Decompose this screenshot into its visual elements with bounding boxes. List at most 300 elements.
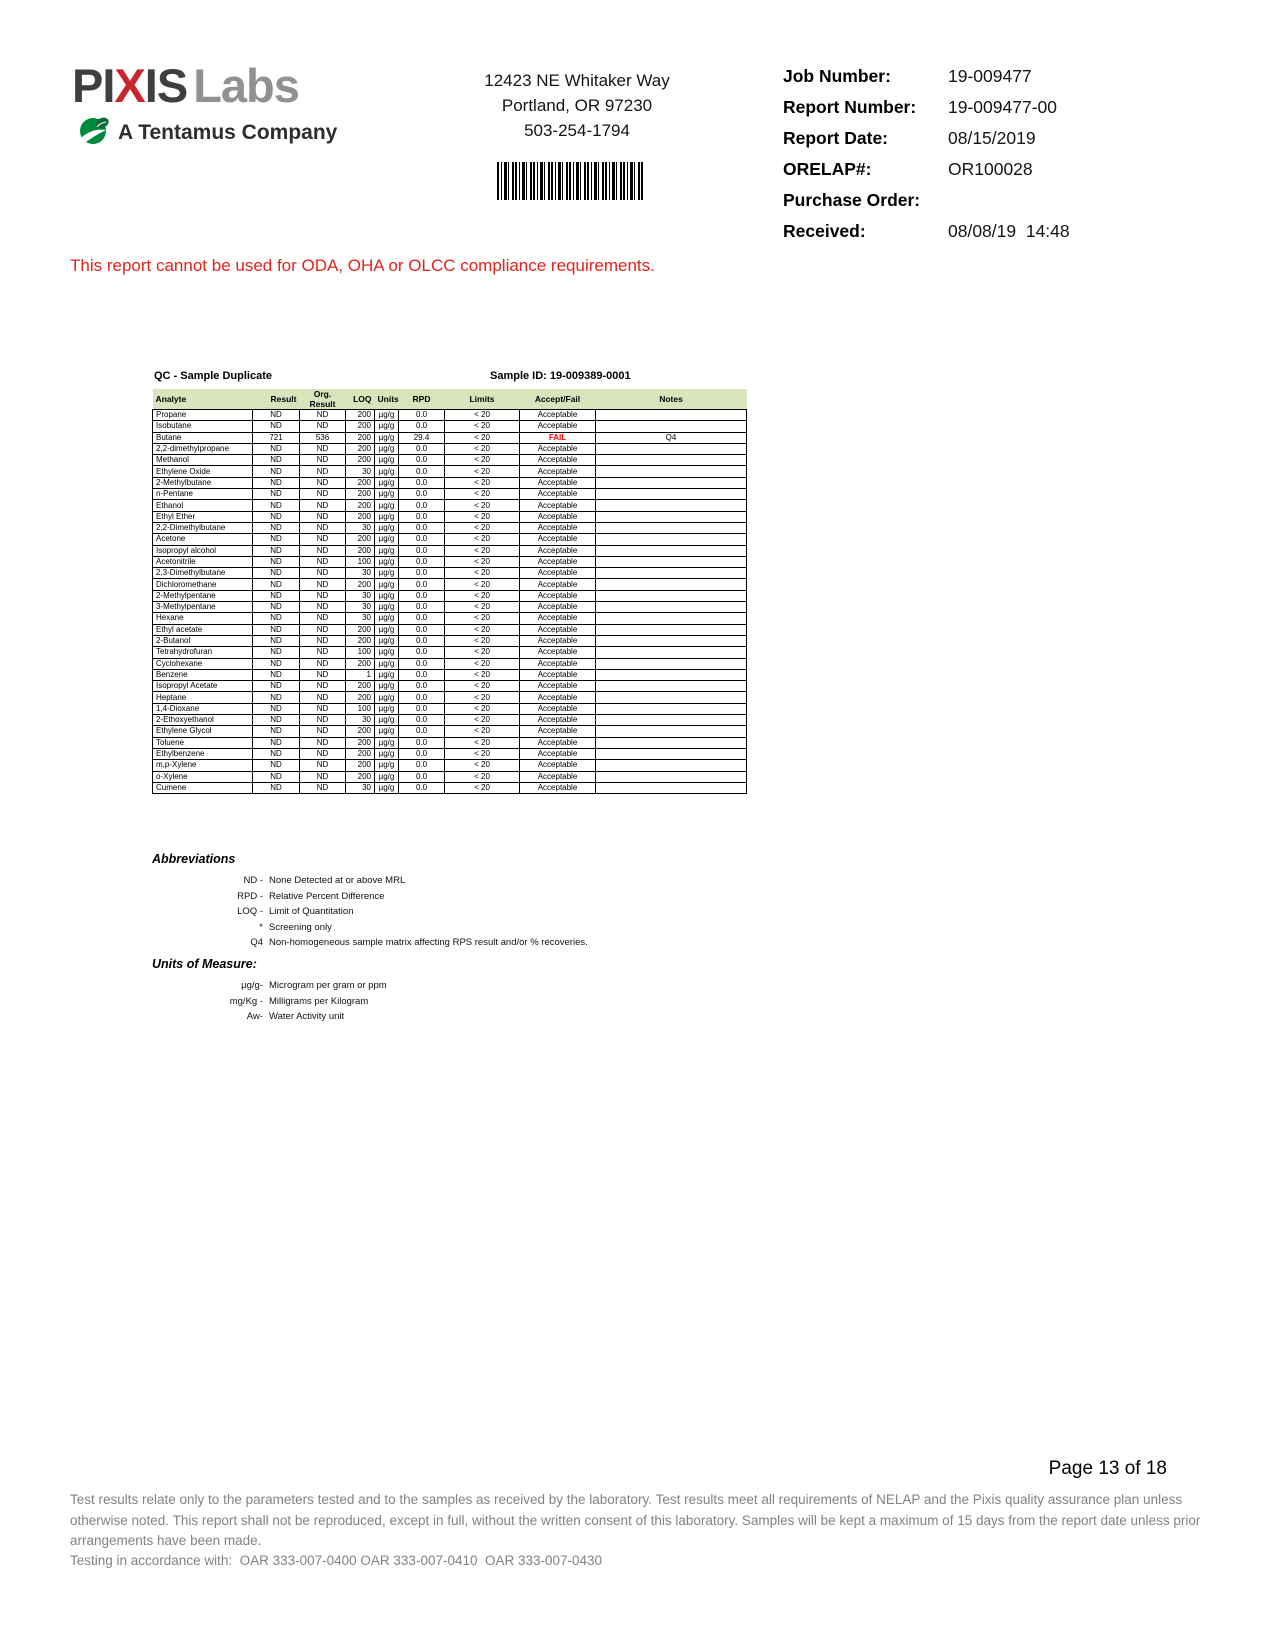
table-cell: ND — [253, 737, 300, 748]
table-cell: 0.0 — [399, 748, 445, 759]
report-info-block — [783, 66, 1070, 242]
table-cell — [596, 635, 747, 646]
logo-tagline — [80, 114, 337, 151]
table-cell: ND — [300, 647, 346, 658]
table-cell: 200 — [346, 421, 375, 432]
table-cell: Acceptable — [520, 726, 596, 737]
table-cell: Acceptable — [520, 602, 596, 613]
table-cell: Acceptable — [520, 466, 596, 477]
table-cell: ND — [300, 545, 346, 556]
table-row — [153, 635, 747, 646]
table-cell: µg/g — [375, 681, 399, 692]
table-row — [153, 511, 747, 522]
table-cell: Acceptable — [520, 477, 596, 488]
table-cell: µg/g — [375, 726, 399, 737]
table-cell: ND — [253, 556, 300, 567]
table-row — [153, 545, 747, 556]
table-cell: 0.0 — [399, 466, 445, 477]
definition-abbr: Q4 — [250, 937, 263, 948]
definition-abbr: LOQ - — [237, 906, 263, 917]
definition-line — [152, 937, 588, 948]
table-cell — [596, 500, 747, 511]
table-cell: 0.0 — [399, 568, 445, 579]
table-cell — [596, 590, 747, 601]
table-cell: 0.0 — [399, 522, 445, 533]
table-cell: < 20 — [445, 421, 520, 432]
table-cell: ND — [253, 545, 300, 556]
table-cell: < 20 — [445, 635, 520, 646]
table-cell — [596, 748, 747, 759]
table-cell — [596, 703, 747, 714]
definition-abbr: * — [259, 921, 263, 933]
table-cell: n-Pentane — [153, 489, 253, 500]
table-cell: ND — [300, 715, 346, 726]
table-cell: Acceptable — [520, 489, 596, 500]
info-value: 19-009477 — [948, 66, 1032, 86]
table-cell: ND — [300, 782, 346, 793]
table-cell: 0.0 — [399, 500, 445, 511]
abbreviations-section — [152, 852, 588, 953]
table-cell — [596, 489, 747, 500]
definition-line — [152, 906, 588, 917]
table-cell: ND — [300, 556, 346, 567]
table-cell: Isobutane — [153, 421, 253, 432]
table-cell: 100 — [346, 647, 375, 658]
table-cell: 0.0 — [399, 410, 445, 421]
table-row — [153, 421, 747, 432]
info-label: Job Number: — [783, 66, 891, 86]
table-cell: 200 — [346, 545, 375, 556]
table-cell: 30 — [346, 522, 375, 533]
table-cell: ND — [300, 455, 346, 466]
abbreviations-heading: Abbreviations — [152, 852, 236, 866]
table-cell: Ethylbenzene — [153, 748, 253, 759]
table-cell: 2-Ethoxyethanol — [153, 715, 253, 726]
table-cell: 0.0 — [399, 511, 445, 522]
table-cell: < 20 — [445, 545, 520, 556]
column-header: Notes — [596, 389, 747, 410]
table-cell: ND — [253, 500, 300, 511]
table-cell: µg/g — [375, 421, 399, 432]
barcode — [497, 162, 643, 200]
footer-disclaimer: Test results relate only to the parameters tested and to the samples as received by the laboratory. Test results meet all requirements of NELAP and the Pixis quality assurance plan unless otherwise noted. This report shall not be reproduced, except in full, without the written consent of this laboratory. Samples will be kept a maximum of 15 days from the report date unless prior arrangements have been made. — [70, 1492, 1201, 1548]
table-cell: < 20 — [445, 556, 520, 567]
table-cell: Acceptable — [520, 715, 596, 726]
table-cell: Acceptable — [520, 522, 596, 533]
table-cell: 0.0 — [399, 782, 445, 793]
table-cell: ND — [300, 421, 346, 432]
lab-address — [457, 68, 697, 143]
table-cell: ND — [300, 658, 346, 669]
table-cell: 200 — [346, 771, 375, 782]
table-cell: 30 — [346, 613, 375, 624]
table-cell: < 20 — [445, 489, 520, 500]
table-cell: ND — [253, 624, 300, 635]
table-cell: ND — [253, 681, 300, 692]
table-cell: < 20 — [445, 568, 520, 579]
table-cell: < 20 — [445, 534, 520, 545]
units-of-measure-section — [152, 957, 387, 1027]
table-cell: µg/g — [375, 455, 399, 466]
table-cell: 0.0 — [399, 669, 445, 680]
table-cell: ND — [300, 613, 346, 624]
table-cell: 1 — [346, 669, 375, 680]
table-cell: 0.0 — [399, 624, 445, 635]
table-cell: Acceptable — [520, 511, 596, 522]
table-cell: 721 — [253, 432, 300, 443]
table-cell: 30 — [346, 590, 375, 601]
table-cell: < 20 — [445, 715, 520, 726]
table-cell: ND — [253, 522, 300, 533]
table-cell: Acceptable — [520, 737, 596, 748]
definition-text: None Detected at or above MRL — [269, 875, 406, 886]
table-cell: < 20 — [445, 782, 520, 793]
table-cell: µg/g — [375, 692, 399, 703]
table-cell: ND — [253, 760, 300, 771]
table-cell: 200 — [346, 500, 375, 511]
info-value: OR100028 — [948, 159, 1033, 179]
table-cell: Acceptable — [520, 782, 596, 793]
definition-abbr: RPD - — [237, 890, 263, 902]
table-cell: < 20 — [445, 477, 520, 488]
table-cell: 0.0 — [399, 726, 445, 737]
column-header: Accept/Fail — [520, 389, 596, 410]
table-row — [153, 647, 747, 658]
table-cell: 3-Methylpentane — [153, 602, 253, 613]
table-cell — [596, 602, 747, 613]
table-cell: µg/g — [375, 534, 399, 545]
definition-line — [152, 875, 588, 886]
table-cell: Acetone — [153, 534, 253, 545]
table-cell — [596, 421, 747, 432]
table-cell: 0.0 — [399, 590, 445, 601]
table-cell: 100 — [346, 556, 375, 567]
table-row — [153, 410, 747, 421]
table-cell: ND — [253, 726, 300, 737]
table-cell: ND — [253, 635, 300, 646]
table-cell: 200 — [346, 624, 375, 635]
table-cell: µg/g — [375, 715, 399, 726]
table-cell: ND — [300, 590, 346, 601]
table-cell: 30 — [346, 715, 375, 726]
table-cell: µg/g — [375, 545, 399, 556]
table-cell — [596, 658, 747, 669]
table-cell: 30 — [346, 466, 375, 477]
table-cell: Ethyl Ether — [153, 511, 253, 522]
table-row — [153, 522, 747, 533]
table-cell: µg/g — [375, 737, 399, 748]
table-cell — [596, 466, 747, 477]
definition-line — [152, 891, 588, 902]
table-cell: 0.0 — [399, 647, 445, 658]
table-cell: ND — [253, 590, 300, 601]
table-cell: 0.0 — [399, 681, 445, 692]
table-cell: ND — [300, 579, 346, 590]
table-cell: µg/g — [375, 703, 399, 714]
table-cell: FAIL — [520, 432, 596, 443]
pixis-logo — [72, 59, 338, 151]
table-cell: 0.0 — [399, 545, 445, 556]
table-cell — [596, 443, 747, 454]
table-cell: µg/g — [375, 477, 399, 488]
table-cell: 0.0 — [399, 443, 445, 454]
table-row — [153, 703, 747, 714]
logo-part-x: X — [114, 59, 145, 112]
table-cell: < 20 — [445, 692, 520, 703]
table-cell: 200 — [346, 681, 375, 692]
table-cell: 0.0 — [399, 658, 445, 669]
table-cell: Acceptable — [520, 771, 596, 782]
table-cell — [596, 647, 747, 658]
table-cell: µg/g — [375, 760, 399, 771]
table-cell: Acceptable — [520, 556, 596, 567]
table-cell: ND — [253, 613, 300, 624]
column-header: Org. Result — [300, 389, 346, 410]
table-cell: 536 — [300, 432, 346, 443]
table-cell — [596, 410, 747, 421]
table-cell: 200 — [346, 737, 375, 748]
table-row — [153, 590, 747, 601]
table-cell: 29.4 — [399, 432, 445, 443]
table-cell: 0.0 — [399, 534, 445, 545]
table-cell: Cyclohexane — [153, 658, 253, 669]
tentamus-leaf-icon — [80, 114, 110, 151]
table-cell: 0.0 — [399, 613, 445, 624]
address-line: 12423 NE Whitaker Way — [484, 71, 670, 90]
table-cell — [596, 556, 747, 567]
qc-table-titlebar — [152, 366, 746, 389]
table-cell: µg/g — [375, 579, 399, 590]
definition-text: Microgram per gram or ppm — [269, 980, 387, 991]
table-cell: 200 — [346, 760, 375, 771]
table-cell: 200 — [346, 410, 375, 421]
table-cell: 0.0 — [399, 771, 445, 782]
table-cell: µg/g — [375, 410, 399, 421]
table-cell: 1,4-Dioxane — [153, 703, 253, 714]
definition-text: Milligrams per Kilogram — [269, 995, 369, 1007]
table-cell: Toluene — [153, 737, 253, 748]
table-cell — [596, 692, 747, 703]
table-cell: 0.0 — [399, 489, 445, 500]
table-cell: ND — [253, 511, 300, 522]
table-cell: < 20 — [445, 522, 520, 533]
info-value: 08/15/2019 — [948, 128, 1036, 148]
table-row — [153, 602, 747, 613]
table-cell — [596, 579, 747, 590]
table-cell: Acceptable — [520, 410, 596, 421]
table-cell: < 20 — [445, 647, 520, 658]
table-cell: 200 — [346, 511, 375, 522]
definition-abbr: µg/g- — [241, 980, 263, 991]
table-cell: < 20 — [445, 511, 520, 522]
table-cell: Ethanol — [153, 500, 253, 511]
table-cell: 200 — [346, 432, 375, 443]
table-cell: Acceptable — [520, 760, 596, 771]
table-cell: < 20 — [445, 737, 520, 748]
table-cell: ND — [300, 771, 346, 782]
table-cell: 200 — [346, 658, 375, 669]
table-cell: < 20 — [445, 624, 520, 635]
units-heading: Units of Measure: — [152, 957, 257, 971]
table-cell — [596, 624, 747, 635]
table-cell — [596, 737, 747, 748]
abbreviations-list — [152, 875, 588, 948]
table-cell: µg/g — [375, 568, 399, 579]
table-cell: Tetrahydrofuran — [153, 647, 253, 658]
table-cell: Acceptable — [520, 455, 596, 466]
qc-table-header-row — [153, 389, 747, 410]
table-cell — [596, 455, 747, 466]
table-cell: Dichloromethane — [153, 579, 253, 590]
info-label: ORELAP#: — [783, 159, 872, 179]
table-cell: µg/g — [375, 511, 399, 522]
definition-abbr: mg/Kg - — [229, 995, 263, 1007]
logo-part-labs: Labs — [193, 59, 299, 112]
table-cell: 2,3-Dimethylbutane — [153, 568, 253, 579]
table-cell: ND — [300, 748, 346, 759]
table-cell: ND — [300, 726, 346, 737]
table-cell: ND — [253, 568, 300, 579]
table-cell: ND — [300, 669, 346, 680]
table-cell: 200 — [346, 692, 375, 703]
table-cell: 200 — [346, 455, 375, 466]
table-cell: Acceptable — [520, 579, 596, 590]
definition-text: Limit of Quantitation — [269, 906, 354, 917]
definition-text: Relative Percent Difference — [269, 890, 385, 902]
table-cell: ND — [253, 669, 300, 680]
table-cell: µg/g — [375, 658, 399, 669]
table-cell — [596, 568, 747, 579]
table-row — [153, 534, 747, 545]
compliance-notice: This report cannot be used for ODA, OHA or OLCC compliance requirements. — [70, 256, 655, 275]
table-cell: µg/g — [375, 635, 399, 646]
table-cell: 200 — [346, 726, 375, 737]
table-row — [153, 681, 747, 692]
table-cell: < 20 — [445, 432, 520, 443]
table-cell: < 20 — [445, 658, 520, 669]
table-cell: Acceptable — [520, 500, 596, 511]
table-cell: µg/g — [375, 432, 399, 443]
table-cell: ND — [253, 443, 300, 454]
table-cell: 0.0 — [399, 692, 445, 703]
table-cell: < 20 — [445, 726, 520, 737]
table-cell: 30 — [346, 602, 375, 613]
table-cell: µg/g — [375, 500, 399, 511]
table-cell: 200 — [346, 489, 375, 500]
info-label: Purchase Order: — [783, 190, 921, 210]
table-cell: ND — [300, 692, 346, 703]
table-cell: 2-Butanol — [153, 635, 253, 646]
table-cell: 100 — [346, 703, 375, 714]
table-cell: Benzene — [153, 669, 253, 680]
table-cell: Acceptable — [520, 748, 596, 759]
table-cell: ND — [300, 568, 346, 579]
table-cell: ND — [253, 715, 300, 726]
table-cell: Propane — [153, 410, 253, 421]
address-line: Portland, OR 97230 — [501, 96, 653, 115]
table-cell: µg/g — [375, 590, 399, 601]
table-cell: ND — [300, 681, 346, 692]
table-cell: 200 — [346, 635, 375, 646]
table-row — [153, 726, 747, 737]
qc-table-title: QC - Sample Duplicate — [154, 370, 272, 382]
table-cell: Q4 — [596, 432, 747, 443]
table-cell: 200 — [346, 534, 375, 545]
table-cell: Acceptable — [520, 658, 596, 669]
table-cell: 0.0 — [399, 635, 445, 646]
table-row — [153, 658, 747, 669]
table-cell: µg/g — [375, 669, 399, 680]
table-cell: 200 — [346, 579, 375, 590]
table-cell: µg/g — [375, 489, 399, 500]
table-cell: ND — [300, 635, 346, 646]
table-cell: Ethylene Glycol — [153, 726, 253, 737]
qc-table-body — [153, 410, 747, 794]
table-cell: ND — [253, 477, 300, 488]
table-cell: ND — [300, 522, 346, 533]
table-cell — [596, 681, 747, 692]
definition-abbr: ND - — [243, 875, 263, 886]
table-cell: 0.0 — [399, 760, 445, 771]
info-value: 08/08/19 14:48 — [948, 221, 1070, 241]
table-cell — [596, 522, 747, 533]
logo-part-is: IS — [144, 59, 188, 112]
table-cell: 0.0 — [399, 477, 445, 488]
table-cell — [596, 782, 747, 793]
table-cell: < 20 — [445, 602, 520, 613]
table-cell — [596, 771, 747, 782]
table-row — [153, 477, 747, 488]
table-cell: ND — [300, 477, 346, 488]
table-cell: µg/g — [375, 522, 399, 533]
footer-accordance: Testing in accordance with: OAR 333-007-0400 OAR 333-007-0410 OAR 333-007-0430 — [70, 1553, 603, 1568]
table-cell: ND — [300, 760, 346, 771]
info-value: 19-009477-00 — [948, 97, 1057, 117]
table-cell: 30 — [346, 782, 375, 793]
page-number: Page 13 of 18 — [1048, 1458, 1167, 1479]
table-row — [153, 443, 747, 454]
table-cell: Butane — [153, 432, 253, 443]
table-cell: < 20 — [445, 455, 520, 466]
table-cell: ND — [253, 771, 300, 782]
info-label: Report Date: — [783, 128, 889, 148]
definition-line — [152, 1011, 387, 1022]
table-cell: 2,2-dimethylpropane — [153, 443, 253, 454]
table-cell: ND — [300, 410, 346, 421]
table-cell: ND — [253, 455, 300, 466]
table-cell: Acceptable — [520, 590, 596, 601]
table-cell: µg/g — [375, 443, 399, 454]
table-cell: Acceptable — [520, 534, 596, 545]
table-cell: m,p-Xylene — [153, 760, 253, 771]
info-label: Received: — [783, 221, 866, 241]
table-row — [153, 748, 747, 759]
table-cell: µg/g — [375, 771, 399, 782]
table-cell: ND — [300, 500, 346, 511]
pixis-logo-text — [72, 59, 337, 112]
table-row — [153, 556, 747, 567]
table-row — [153, 715, 747, 726]
definition-text: Non-homogeneous sample matrix affecting RPS result and/or % recoveries. — [269, 937, 588, 948]
units-list — [152, 980, 387, 1022]
table-cell: ND — [253, 489, 300, 500]
table-cell: < 20 — [445, 590, 520, 601]
table-cell: ND — [253, 782, 300, 793]
table-cell — [596, 715, 747, 726]
qc-sample-duplicate-section — [152, 366, 746, 794]
table-cell: ND — [253, 692, 300, 703]
table-cell — [596, 534, 747, 545]
